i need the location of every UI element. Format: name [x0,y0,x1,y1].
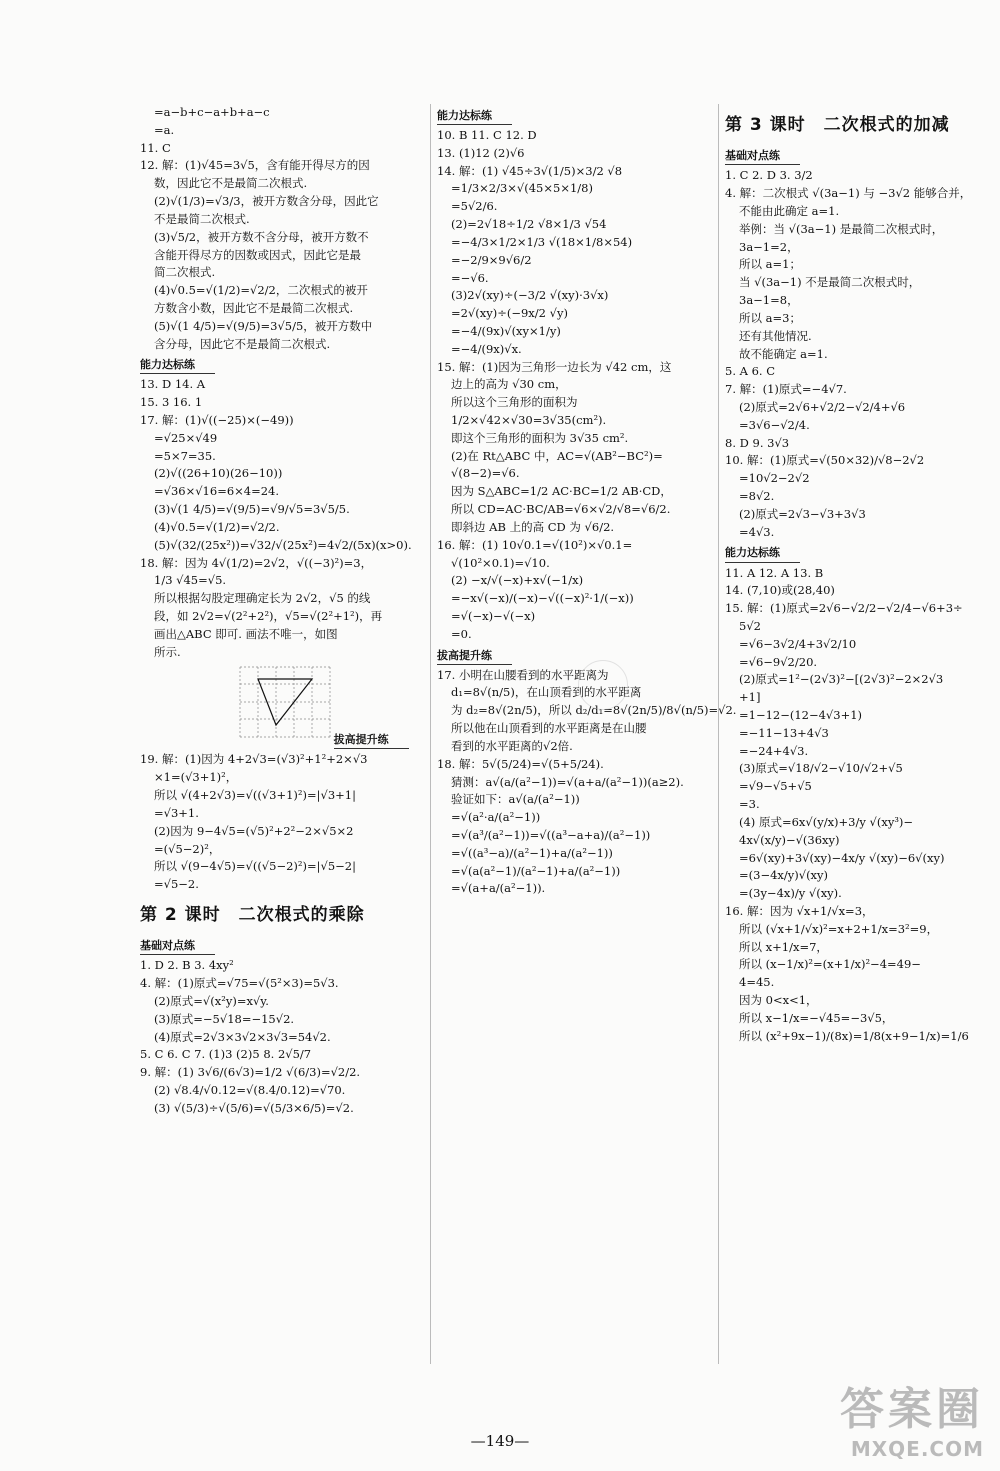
answer-line: 11. C [140,140,171,155]
left-ability-block [140,376,410,661]
answer-line: 1. C 2. D 3. 3/2 [725,168,813,183]
answer-line: 所以他在山顶看到的水平距离是在山腰 [451,721,647,736]
answer-line: 3a−1=2， [739,239,799,254]
answer-line: (2)√((26+10)(26−10)) [154,466,283,481]
answer-line: 即斜边 AB 上的高 CD 为 √6/2. [451,519,615,534]
answer-line: 所以 (x²+9x−1)/(8x)=1/8(x+9−1/x)=1/6 [739,1028,969,1043]
watermark-text: 答案圈 [840,1384,984,1435]
answer-line: 所以 (√x+1/√x)²=x+2+1/x=3²=9， [739,921,939,936]
answer-line: 5. A 6. C [725,364,776,379]
answer-line: =6√(xy)+3√(xy)−4x/y √(xy)−6√(xy) [739,850,945,865]
left-improve-block [140,751,410,894]
answer-line: 因为 0<x<1， [739,993,818,1007]
answer-line: 4. 解：二次根式 √(3a−1) 与 −3√2 能够合并， [725,186,972,201]
answer-line: =√6−3√2/4+3√2/10 [739,636,857,651]
section-heading-basic: 基础对点练 [140,937,215,955]
answer-line: 所以 a=1； [739,257,801,272]
answer-line: 所以 x−1/x=−√45=−3√5， [739,1010,894,1025]
answer-line: 验证如下：a√(a/(a²−1)) [451,792,580,807]
answer-line: (2)原式=2√6+√2/2−√2/4+√6 [739,399,906,414]
answer-line: (2)在 Rt△ABC 中，AC=√(AB²−BC²)= [451,448,663,463]
section-heading-ability: 能力达标练 [437,107,512,125]
answer-line: +1] [739,690,761,705]
answer-line: 1. D 2. B 3. 4xy² [140,958,234,973]
answer-line: (3)原式=−5√18=−15√2. [154,1011,295,1026]
answer-line: (4)√0.5=√(1/2)=√2/2. [154,519,280,534]
answer-line: 17. 小明在山腰看到的水平距离为 [437,667,609,682]
lesson-2-title: 第 2 课时 二次根式的乘除 [140,904,365,925]
answer-line: 所以 CD=AC·BC/AB=√6×√2/√8=√6/2. [451,502,671,517]
answer-line: 段，如 2√2=√(2²+2²)，√5=√(2²+1²)，再 [154,608,383,623]
answer-line: =4√3. [739,524,775,539]
answer-line: 即这个三角形的面积为 3√35 cm². [451,430,629,445]
page-number: —149— [470,1432,530,1450]
answer-line: 11. A 12. A 13. B [725,565,824,580]
answer-line: 含分母，因此它不是最简二次根式. [154,336,331,351]
answer-line: =a−b+c−a+b+a−c [154,105,270,119]
section-heading-ability: 能力达标练 [725,544,800,562]
answer-line: 15. 3 16. 1 [140,395,203,410]
answer-line: =√(a³/(a²−1))=√((a³−a+a)/(a²−1)) [451,827,651,842]
answer-line: (4) 原式=6x√(y/x)+3/y √(xy³)− [739,814,914,829]
answer-line: (2)原式=1²−(2√3)²−[(2√3)²−2×2√3 [739,672,944,687]
answer-line: =−2/9×9√6/2 [451,252,532,267]
right-ability-block [725,565,990,1046]
middle-improve-block [437,667,737,899]
section-heading-improve: 拔高提升练 [437,647,512,665]
right-column [718,104,990,1364]
middle-main-block [437,127,707,644]
answer-line: 猜测：a√(a/(a²−1))=√(a+a/(a²−1))(a≥2). [451,774,684,789]
answer-line: 所以根据勾股定理确定长为 2√2，√5 的线 [154,591,371,606]
faint-stamp-mark [578,660,628,710]
answer-line: (3) √(5/3)÷√(5/6)=√(5/3×6/5)=√2. [154,1100,354,1115]
left-top-block [140,104,410,353]
answer-line: =3. [739,797,760,812]
answer-line: (2)√(1/3)=√3/3，被开方数含分母，因此它 [154,194,379,209]
answer-line: (3)√(1 4/5)=√(9/5)=√9/√5=3√5/5. [154,502,350,517]
answer-line: 方数含小数，因此它不是最简二次根式. [154,300,354,315]
answer-line: 所以这个三角形的面积为 [451,395,578,410]
answer-line: 当 √(3a−1) 不是最简二次根式时， [739,275,921,290]
answer-line: =−x√(−x)/(−x)−√((−x)²·1/(−x)) [451,591,634,606]
answer-line: 所以 (x−1/x)²=(x+1/x)²−4=49− [739,957,921,972]
answer-line: 15. 解：(1)因为三角形一边长为 √42 cm，这 [437,359,672,374]
answer-line: =(√5−2)²， [154,841,221,856]
answer-line: 4. 解：(1)原式=√75=√(5²×3)=5√3. [140,976,339,991]
triangle-grid-figure [240,667,330,737]
answer-line: (5)√(1 4/5)=√(9/5)=3√5/5，被开方数中 [154,318,373,333]
answer-line: d₁=8√(n/5)，在山顶看到的水平距离 [451,685,642,700]
section-heading-basic: 基础对点练 [725,147,800,165]
answer-line: (3)原式=√18/√2−√10/√2+√5 [739,761,903,776]
answer-line: ×1=(√3+1)²， [154,770,238,785]
answer-line: (2)原式=2√3−√3+3√3 [739,506,866,521]
answer-line: (3)√5/2，被开方数不含分母，被开方数不 [154,229,369,244]
answer-line: 18. 解：5√(5/24)=√(5+5/24). [437,756,604,771]
answer-line: 简二次根式. [154,265,216,280]
answer-line: =−24+4√3. [739,743,809,758]
answer-line: 含能开得尽方的因数或因式，因此它是最 [154,247,361,262]
section-heading-ability: 能力达标练 [140,356,215,374]
answer-line: √(8−2)=√6. [451,466,520,481]
answer-line: =1−12−(12−4√3+1) [739,708,863,722]
answer-line: =(3y−4x)/y √(xy). [739,886,842,901]
answer-line: 所以 x+1/x=7， [739,939,828,954]
section-heading-improve: 拔高提升练 [334,731,409,749]
answer-line: 还有其他情况. [739,328,812,343]
answer-line: 1/2×√42×√30=3√35(cm²). [451,413,607,428]
answer-line: 7. 解：(1)原式=−4√7. [725,382,847,397]
answer-line: 17. 解：(1)√((−25)×(−49)) [140,413,294,428]
middle-column [430,104,737,1364]
answer-line: 为 d₂=8√(2n/5)，所以 d₂/d₁=8√(2n/5)/8√(n/5)=√2. [451,703,737,718]
answer-line: 举例：当 √(3a−1) 是最简二次根式时， [739,221,944,236]
answer-line: 4=45. [739,975,775,990]
answer-line: =0. [451,626,472,641]
answer-line: 1/3 √45=√5. [154,573,227,588]
answer-line: 所以 √(9−4√5)=√((√5−2)²)=|√5−2| [154,859,356,874]
answer-line: 所示. [154,644,181,659]
answer-line: =a. [154,122,175,137]
answer-line: 3a−1=8， [739,293,799,308]
answer-line: 16. 解：(1) 10√0.1=√(10²)×√0.1= [437,537,633,552]
answer-line: =√(a(a²−1)/(a²−1)+a/(a²−1)) [451,863,621,878]
answer-line: 数，因此它不是最简二次根式. [154,176,308,191]
watermark-url: MXQE.COM [850,1437,984,1461]
answer-line: =−4/3×1/2×1/3 √(18×1/8×54) [451,234,633,249]
answer-line: =√5−2. [154,877,199,892]
answer-line: √(10²×0.1)=√10. [451,555,550,570]
answer-line: 边上的高为 √30 cm， [451,377,567,392]
answer-line: (4)原式=2√3×3√2×3√3=54√2. [154,1029,331,1044]
answer-line: 9. 解：(1) 3√6/(6√3)=1/2 √(6/3)=√2/2. [140,1065,361,1080]
answer-line: 15. 解：(1)原式=2√6−√2/2−√2/4−√6+3÷ [725,601,963,616]
answer-line: =√3+1. [154,805,199,820]
answer-line: (2)原式=√(x²y)=x√y. [154,993,269,1008]
watermark-logo [840,1373,984,1461]
answer-line: =5×7=35. [154,448,216,463]
left-column [140,104,410,1118]
answer-line: (5)√(32/(25x²))=√32/√(25x²)=4√2/(5x)(x>0). [154,537,412,552]
answer-line: 16. 解：因为 √x+1/√x=3， [725,903,874,918]
answer-line: 所以 a=3； [739,310,801,325]
answer-line: 14. 解：(1) √45÷3√(1/5)×3/2 √8 [437,163,623,178]
answer-line: =√6−9√2/20. [739,654,818,669]
answer-line: =√25×√49 [154,430,218,445]
answer-line: (2) √8.4/√0.12=√(8.4/0.12)=√70. [154,1083,346,1098]
answer-line: =1/3×2/3×√(45×5×1/8) [451,181,593,196]
lesson-3-title: 第 3 课时 二次根式的加减 [725,115,950,135]
answer-line: 看到的水平距离的√2倍. [451,738,573,753]
answer-line: 8. D 9. 3√3 [725,435,790,450]
answer-line: =2√(xy)÷(−9x/2 √y) [451,306,568,321]
answer-line: =−√6. [451,270,489,285]
answer-line: 不是最简二次根式. [154,211,250,226]
answer-line: 14. (7,10)或(28,40) [725,583,835,598]
answer-line: =10√2−2√2 [739,471,810,486]
answer-line: (2)因为 9−4√5=(√5)²+2²−2×√5×2 [154,823,354,838]
answer-line: =(3−4x/y)√(xy) [739,868,829,883]
left-lesson2-block [140,957,410,1117]
answer-line: 10. B 11. C 12. D [437,128,537,143]
answer-line: 因为 S△ABC=1/2 AC·BC=1/2 AB·CD， [451,484,672,499]
answer-line: (2) −x/√(−x)+x√(−1/x) [451,573,584,588]
answer-line: 13. D 14. A [140,377,206,392]
answer-line: 12. 解：(1)√45=3√5，含有能开得尽方的因 [140,158,370,173]
answer-line: 10. 解：(1)原式=√(50×32)/√8−2√2 [725,453,925,468]
answer-line: =5√2/6. [451,199,498,214]
answer-line: (2)=2√18÷1/2 √8×1/3 √54 [451,217,607,232]
answer-line: 4x√(x/y)−√(36xy) [739,832,840,847]
answer-line: =−4/(9x)√(xy×1/y) [451,323,561,338]
answer-line: =√(a²·a/(a²−1)) [451,810,541,825]
answer-line: 13. (1)12 (2)√6 [437,145,525,160]
answer-line: =−4/(9x)√x. [451,341,522,356]
answer-line: 故不能确定 a=1. [739,346,828,361]
answer-line: 19. 解：(1)因为 4+2√3=(√3)²+1²+2×√3 [140,752,368,767]
answer-line: 5√2 [739,618,761,633]
answer-line: (3)2√(xy)÷(−3/2 √(xy)·3√x) [451,288,609,303]
answer-line: =√(a+a/(a²−1)). [451,881,546,896]
answer-line: 画出△ABC 即可. 画法不唯一，如图 [154,626,338,641]
answer-line: =3√6−√2/4. [739,417,810,432]
answer-line: 不能由此确定 a=1. [739,204,840,219]
answer-line: =−11−13+4√3 [739,725,829,740]
answer-line: =√(−x)−√(−x) [451,608,536,623]
answer-line: =8√2. [739,489,775,504]
answer-line: 18. 解：因为 4√(1/2)=2√2，√((−3)²)=3， [140,555,373,570]
answer-line: 5. C 6. C 7. (1)3 (2)5 8. 2√5/7 [140,1047,312,1062]
answer-line: =√((a³−a)/(a²−1)+a/(a²−1)) [451,845,613,860]
answer-line: (4)√0.5=√(1/2)=√2/2，二次根式的被开 [154,283,368,298]
right-main-block [725,167,990,541]
answer-line: 所以 √(4+2√3)=√((√3+1)²)=|√3+1| [154,788,356,803]
answer-line: =√9−√5+√5 [739,779,812,794]
answer-line: =√36×√16=6×4=24. [154,484,280,499]
